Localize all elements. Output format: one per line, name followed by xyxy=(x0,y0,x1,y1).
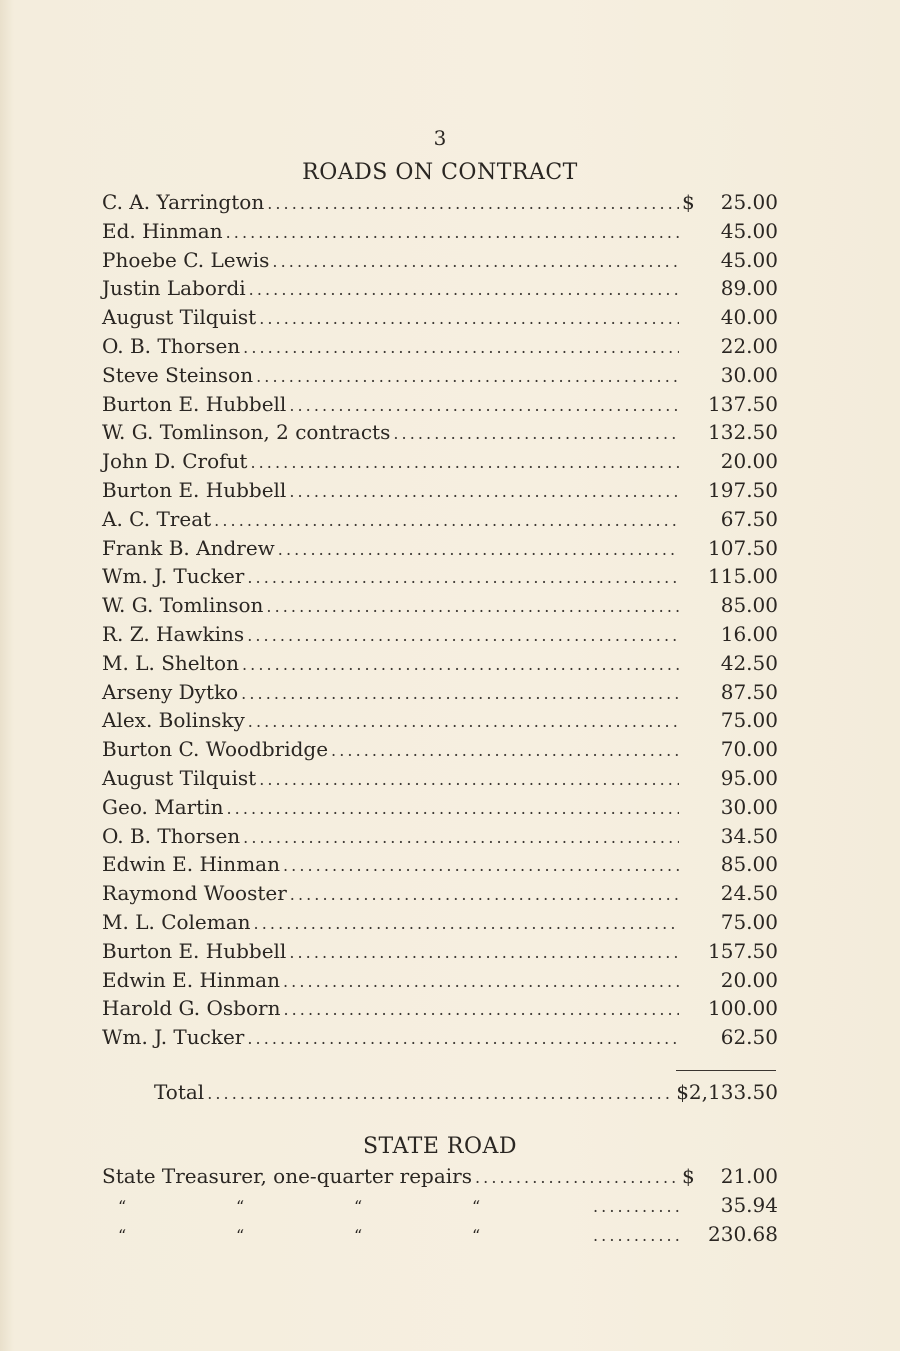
ledger-row xyxy=(102,737,778,766)
ledger-row xyxy=(102,248,778,277)
ditto-mark: “ xyxy=(236,1225,245,1245)
ledger-row xyxy=(102,680,778,709)
amount: 137.50 xyxy=(708,391,778,416)
dot-leader xyxy=(289,943,679,962)
payee-name: August Tilquist xyxy=(102,765,257,790)
payee-name: M. L. Coleman xyxy=(102,909,251,934)
roads-on-contract-list xyxy=(102,190,778,1054)
ledger-row xyxy=(102,392,778,421)
ditto-mark: “ xyxy=(354,1225,363,1245)
dot-leader xyxy=(243,338,679,357)
dot-leader xyxy=(283,1000,679,1019)
dot-leader xyxy=(254,914,679,933)
payee-name: O. B. Thorsen xyxy=(102,823,241,848)
dot-leader xyxy=(248,712,679,731)
dot-leader xyxy=(259,309,679,328)
total-rule xyxy=(676,1070,776,1071)
ditto-marks xyxy=(102,1197,590,1216)
ditto-marks xyxy=(102,1226,590,1245)
dot-leader xyxy=(241,684,679,703)
dot-leader xyxy=(593,1226,679,1245)
payee-name: Edwin E. Hinman xyxy=(102,852,280,877)
amount: 85.00 xyxy=(720,852,778,877)
ledger-row xyxy=(102,449,778,478)
total-amount: $2,133.50 xyxy=(676,1080,778,1104)
dot-leader xyxy=(207,1084,673,1103)
ledger-row xyxy=(102,939,778,968)
ditto-mark: “ xyxy=(236,1196,245,1216)
amount: 230.68 xyxy=(708,1221,778,1246)
dot-leader xyxy=(278,540,679,559)
dot-leader xyxy=(250,453,679,472)
ledger-row xyxy=(102,564,778,593)
ditto-mark: “ xyxy=(472,1196,481,1216)
dot-leader xyxy=(214,511,679,530)
amount: 30.00 xyxy=(720,362,778,387)
payee-name: Burton E. Hubbell xyxy=(102,938,287,963)
ledger-row xyxy=(102,507,778,536)
currency-symbol: $ xyxy=(682,1164,695,1188)
amount: 62.50 xyxy=(720,1025,778,1050)
dot-leader xyxy=(242,655,679,674)
amount: 89.00 xyxy=(720,276,778,301)
amount: 197.50 xyxy=(708,477,778,502)
ledger-row xyxy=(102,420,778,449)
payee-name: Phoebe C. Lewis xyxy=(102,247,270,272)
amount: 42.50 xyxy=(720,650,778,675)
amount: 107.50 xyxy=(708,535,778,560)
ledger-row xyxy=(102,968,778,997)
payee-name: Alex. Bolinsky xyxy=(102,708,245,733)
ledger-row xyxy=(102,478,778,507)
dot-leader xyxy=(593,1197,679,1216)
dot-leader xyxy=(283,856,679,875)
payee-name: Geo. Martin xyxy=(102,794,224,819)
amount: 25.00 xyxy=(720,190,778,214)
payee-name: Steve Steinson xyxy=(102,362,254,387)
payee-name: Ed. Hinman xyxy=(102,218,223,243)
dot-leader xyxy=(247,1029,679,1048)
amount: 70.00 xyxy=(720,737,778,762)
dot-leader xyxy=(227,799,680,818)
ledger-row xyxy=(102,363,778,392)
payee-name: Burton C. Woodbridge xyxy=(102,737,329,762)
amount: 100.00 xyxy=(708,996,778,1021)
ledger-row xyxy=(102,996,778,1025)
dot-leader xyxy=(266,597,679,616)
amount: 21.00 xyxy=(720,1164,778,1188)
payee-name: C. A. Yarrington xyxy=(102,190,265,214)
dot-leader xyxy=(331,741,679,760)
payee-name: A. C. Treat xyxy=(102,506,212,531)
amount: 67.50 xyxy=(720,506,778,531)
payee-name: R. Z. Hawkins xyxy=(102,621,245,646)
payee-name: Wm. J. Tucker xyxy=(102,564,245,589)
ditto-mark: “ xyxy=(472,1225,481,1245)
payee-name: Edwin E. Hinman xyxy=(102,967,280,992)
roads-on-contract-heading: ROADS ON CONTRACT xyxy=(302,160,578,185)
dot-leader xyxy=(247,568,679,587)
ledger-row xyxy=(102,536,778,565)
ledger-row xyxy=(102,910,778,939)
amount: 75.00 xyxy=(720,708,778,733)
ledger-row xyxy=(102,622,778,651)
amount: 22.00 xyxy=(720,333,778,358)
amount: 35.94 xyxy=(720,1192,778,1217)
amount: 45.00 xyxy=(720,247,778,272)
ledger-row xyxy=(102,190,778,219)
amount: 24.50 xyxy=(720,881,778,906)
ledger-row xyxy=(102,824,778,853)
payee-name: M. L. Shelton xyxy=(102,650,239,675)
dot-leader xyxy=(267,194,679,213)
dot-leader xyxy=(259,770,679,789)
dot-leader xyxy=(247,626,679,645)
dot-leader xyxy=(226,223,679,242)
dot-leader xyxy=(393,424,679,443)
amount: 34.50 xyxy=(720,823,778,848)
payee-name: John D. Crofut xyxy=(102,449,248,474)
total-row xyxy=(154,1080,778,1109)
payee-name: Harold G. Osborn xyxy=(102,996,281,1021)
payee-name: Frank B. Andrew xyxy=(102,535,275,560)
ledger-row xyxy=(102,852,778,881)
payee-name: Raymond Wooster xyxy=(102,881,287,906)
dot-leader xyxy=(243,828,679,847)
state-road-list xyxy=(102,1164,778,1250)
payee-name: August Tilquist xyxy=(102,305,257,330)
payee-name: W. G. Tomlinson xyxy=(102,593,264,618)
payee-name: Justin Labordi xyxy=(102,276,246,301)
ledger-row xyxy=(102,708,778,737)
amount: 45.00 xyxy=(720,218,778,243)
ledger-row xyxy=(102,795,778,824)
dot-leader xyxy=(475,1168,679,1187)
ditto-mark: “ xyxy=(118,1196,127,1216)
amount: 87.50 xyxy=(720,679,778,704)
ledger-row xyxy=(102,881,778,910)
payee-name: State Treasurer, one-quarter repairs xyxy=(102,1164,472,1188)
dot-leader xyxy=(290,885,679,904)
dot-leader xyxy=(249,280,679,299)
ledger-row xyxy=(102,219,778,248)
payee-name: Burton E. Hubbell xyxy=(102,477,287,502)
amount: 16.00 xyxy=(720,621,778,646)
ledger-row xyxy=(102,334,778,363)
payee-name: Burton E. Hubbell xyxy=(102,391,287,416)
amount: 75.00 xyxy=(720,909,778,934)
dot-leader xyxy=(256,367,679,386)
currency-symbol: $ xyxy=(682,190,695,214)
dot-leader xyxy=(289,396,679,415)
total-label: Total xyxy=(154,1080,205,1104)
amount: 95.00 xyxy=(720,765,778,790)
dot-leader xyxy=(289,482,679,501)
page-number: 3 xyxy=(433,126,447,150)
payee-name: Wm. J. Tucker xyxy=(102,1025,245,1050)
ditto-mark: “ xyxy=(354,1196,363,1216)
ledger-row xyxy=(102,276,778,305)
ledger-row xyxy=(102,305,778,334)
payee-name: W. G. Tomlinson, 2 contracts xyxy=(102,420,391,445)
amount: 157.50 xyxy=(708,938,778,963)
dot-leader xyxy=(283,972,679,991)
amount: 20.00 xyxy=(720,449,778,474)
amount: 40.00 xyxy=(720,305,778,330)
amount: 30.00 xyxy=(720,794,778,819)
amount: 20.00 xyxy=(720,967,778,992)
amount: 132.50 xyxy=(708,420,778,445)
ledger-row xyxy=(102,1222,778,1251)
state-road-heading: STATE ROAD xyxy=(362,1134,518,1159)
dot-leader xyxy=(272,252,679,271)
ledger-row xyxy=(102,1193,778,1222)
amount: 115.00 xyxy=(708,564,778,589)
amount: 85.00 xyxy=(720,593,778,618)
ledger-row xyxy=(102,1025,778,1054)
ledger-row xyxy=(102,651,778,680)
ledger-row xyxy=(102,593,778,622)
payee-name: O. B. Thorsen xyxy=(102,333,241,358)
ledger-row xyxy=(102,766,778,795)
ditto-mark: “ xyxy=(118,1225,127,1245)
ledger-row xyxy=(102,1164,778,1193)
payee-name: Arseny Dytko xyxy=(102,679,239,704)
